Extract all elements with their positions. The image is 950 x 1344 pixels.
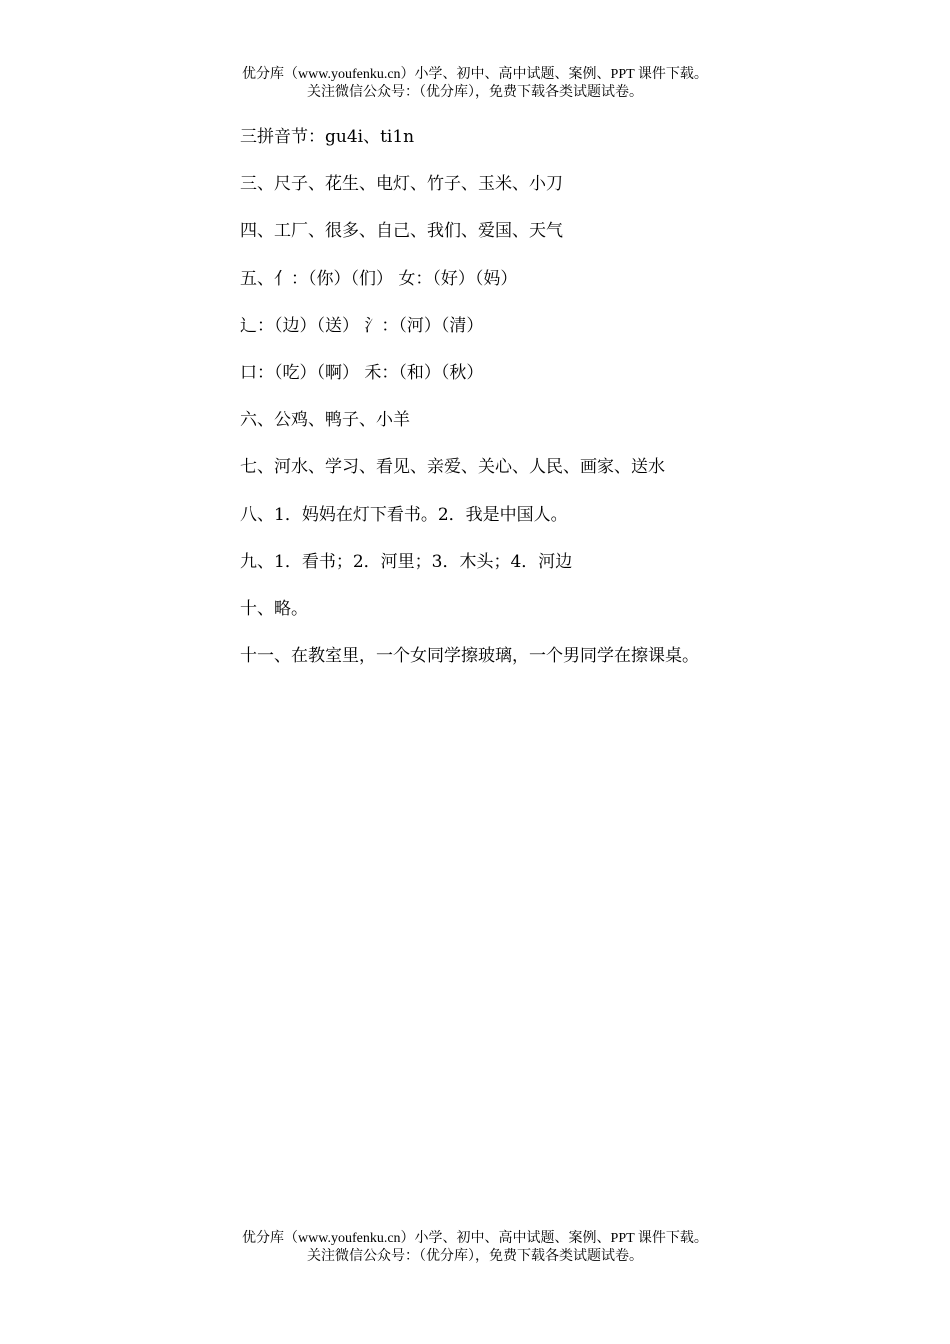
answer-line-9: 九、1．看书；2．河里；3．木头；4．河边 <box>240 551 573 572</box>
answer-line-5a: 五、亻：（你）（们） 女：（好）（妈） <box>240 268 518 289</box>
answer-line-7: 七、河水、学习、看见、亲爱、关心、人民、画家、送水 <box>240 457 665 478</box>
answer-list <box>240 125 880 691</box>
footer-line-2: 关注微信公众号：（优分库），免费下载各类试题试卷。 <box>307 1249 643 1264</box>
header-line-1: 优分库（www.youfenku.cn）小学、初中、高中试题、案例、PPT 课件下载。 <box>242 67 708 82</box>
answer-line-10: 十、略。 <box>240 598 308 619</box>
answer-line-6: 六、公鸡、鸭子、小羊 <box>240 410 410 431</box>
page-footer <box>0 1230 950 1266</box>
answer-line-11: 十一、在教室里，一个女同学擦玻璃，一个男同学在擦课桌。 <box>240 646 699 667</box>
answer-line-3: 三、尺子、花生、电灯、竹子、玉米、小刀 <box>240 174 563 195</box>
answer-line-pinyin: 三拼音节：gu4i、ti1n <box>240 127 415 147</box>
footer-line-1: 优分库（www.youfenku.cn）小学、初中、高中试题、案例、PPT 课件下载。 <box>242 1231 708 1246</box>
answer-line-5c: 口：（吃）（啊） 禾：（和）（秋） <box>240 362 484 383</box>
answer-line-4: 四、工厂、很多、自己、我们、爱国、天气 <box>240 221 563 242</box>
page-header <box>0 66 950 102</box>
header-line-2: 关注微信公众号：（优分库），免费下载各类试题试卷。 <box>307 85 643 100</box>
answer-line-8: 八、1．妈妈在灯下看书。2．我是中国人。 <box>240 504 568 525</box>
answer-line-5b: 辶：（边）（送） 氵：（河）（清） <box>240 315 484 336</box>
